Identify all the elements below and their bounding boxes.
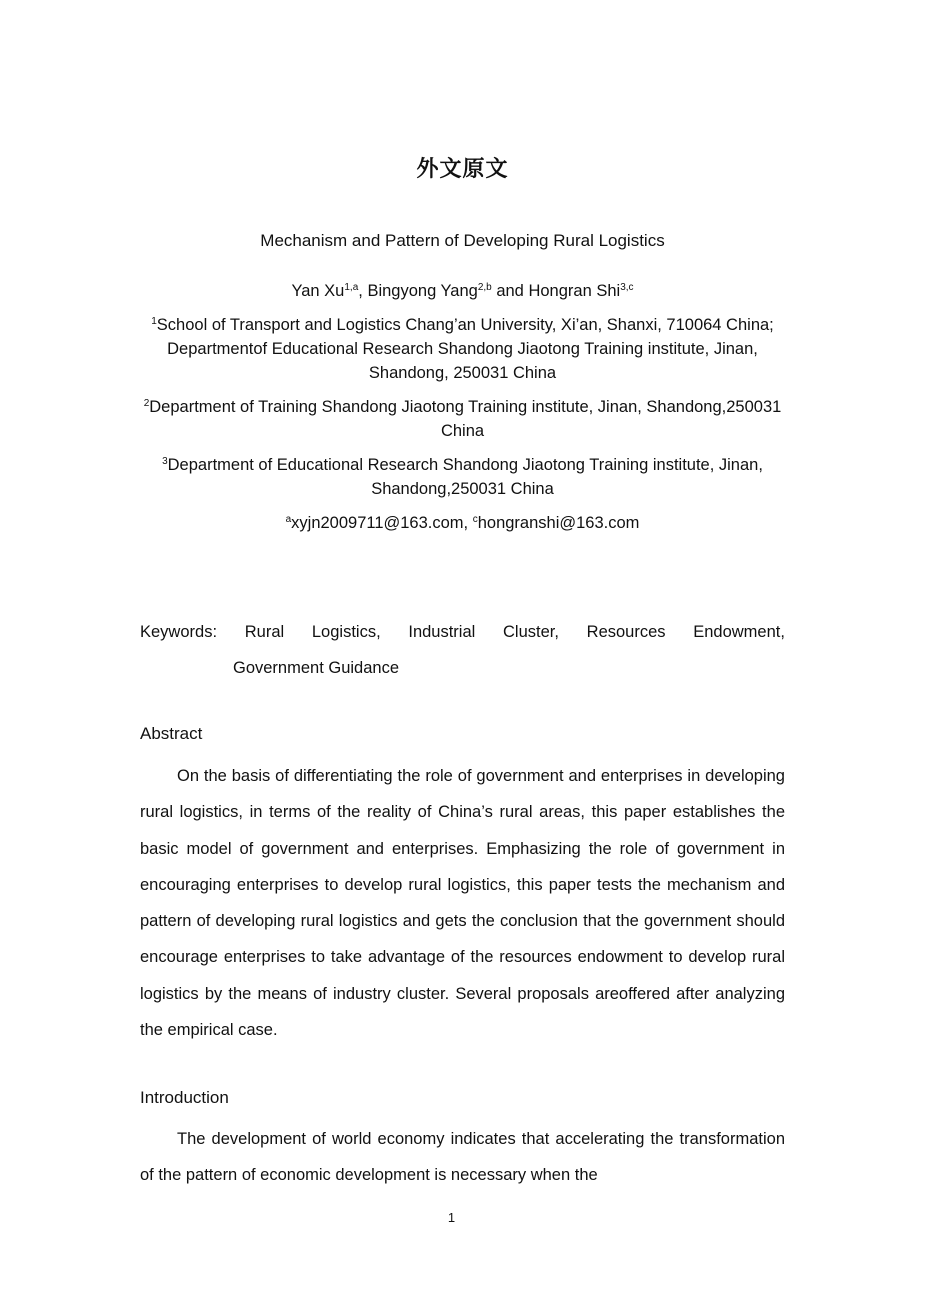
keyword-word: Cluster, <box>503 623 559 641</box>
author-separator: , <box>358 282 368 300</box>
author-superscript: 3,c <box>620 282 634 293</box>
keywords-block <box>140 614 785 686</box>
abstract-heading: Abstract <box>140 724 203 743</box>
email-superscript: c <box>472 514 478 525</box>
email-separator: , <box>463 514 473 532</box>
affiliation-2 <box>140 395 785 443</box>
abstract-text: On the basis of differentiating the role of government and enterprises in developing rural logistics, in terms of the reality of China’s rural areas, this paper establishes the basic model of government and enterprises. Emphasizing the role of government in encouraging enterprises to develop rural logistics, this paper tests the mechanism and pattern of developing rural logistics and gets the conclusion that the government should encourage enterprises to take advantage of the resources endowment to develop rural logistics by the means of industry cluster. Several proposals areoffered after analyzing the empirical case. <box>140 767 785 1040</box>
introduction-heading: Introduction <box>140 1088 229 1107</box>
author-name: Bingyong Yang <box>367 282 478 300</box>
keywords-line-2: Government Guidance <box>233 659 400 677</box>
affiliation-text: Department of Educational Research Shandong Jiaotong Training institute, Jinan, Shandong,250031 China <box>167 456 763 498</box>
affiliation-superscript: 1 <box>151 316 157 327</box>
author-superscript: 2,b <box>477 282 492 293</box>
author-line <box>140 279 785 303</box>
introduction-text: The development of world economy indicates that accelerating the transformation of the pattern of economic development is necessary when the <box>140 1130 785 1185</box>
affiliation-text: Department of Training Shandong Jiaotong Training institute, Jinan, Shandong,250031 China <box>149 398 782 440</box>
email-address[interactable]: hongranshi@163.com <box>477 514 640 532</box>
keywords-line-1 <box>140 614 785 650</box>
affiliation-1 <box>140 313 785 385</box>
email-address[interactable]: xyjn2009711@163.com <box>291 514 464 532</box>
author-name: Yan Xu <box>291 282 345 300</box>
keywords-label: Keywords: <box>140 623 218 641</box>
email-line <box>140 511 785 535</box>
affiliation-superscript: 2 <box>143 398 150 409</box>
affiliation-text: School of Transport and Logistics Chang’an University, Xi’an, Shanxi, 710064 China; Departmentof Educational Research Shandong Jiaotong Training institute, Jinan, Shandong, 250031 China <box>156 316 774 382</box>
keyword-word: Endowment, <box>693 623 785 641</box>
affiliation-superscript: 3 <box>162 456 168 467</box>
page-number: 1 <box>447 1210 456 1225</box>
author-separator: and <box>491 282 529 300</box>
chinese-title: 外文原文 <box>416 157 509 182</box>
keyword-word: Logistics, <box>311 623 381 641</box>
keyword-word: Industrial <box>408 623 476 641</box>
affiliation-3 <box>140 453 785 501</box>
paper-title: Mechanism and Pattern of Developing Rural Logistics <box>260 231 665 250</box>
email-superscript: a <box>285 514 292 525</box>
keyword-word: Rural <box>244 623 285 641</box>
author-name: Hongran Shi <box>528 282 621 300</box>
keyword-word: Resources <box>586 623 666 641</box>
author-superscript: 1,a <box>344 282 359 293</box>
